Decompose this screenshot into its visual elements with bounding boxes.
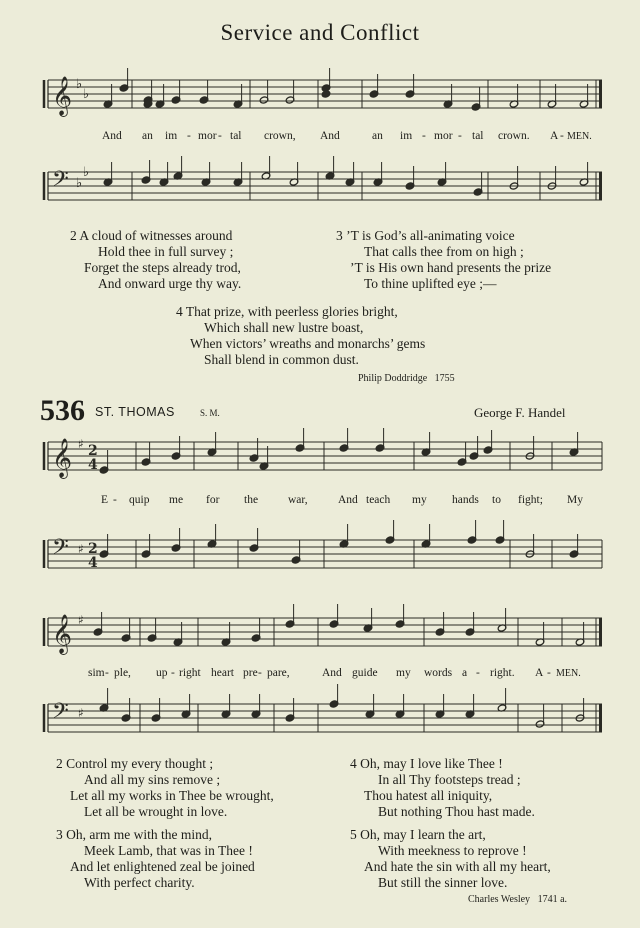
- lyric-syllable: my: [412, 494, 427, 506]
- lyric-syllable: -: [422, 130, 426, 142]
- composer: George F. Handel: [474, 405, 566, 420]
- verse-line: Thou hatest all iniquity,: [364, 788, 493, 803]
- lyric-syllable: E: [101, 494, 109, 506]
- verse-line: To thine uplifted eye ;—: [364, 276, 497, 291]
- bass-staff-536-system-1: [0, 535, 640, 580]
- author-name: Philip Doddridge: [358, 373, 428, 384]
- lyric-syllable: tal: [230, 130, 242, 142]
- flat-icon: ♭: [83, 87, 90, 102]
- lyric-syllable: teach: [366, 494, 391, 506]
- lyric-syllable: -: [560, 130, 564, 142]
- lyric-syllable: right.: [490, 667, 515, 679]
- verse-line: Let all be wrought in love.: [84, 804, 228, 819]
- time-signature-top: 2: [88, 443, 98, 459]
- author-name: Charles Wesley: [468, 894, 531, 905]
- bass-staff-535: [0, 165, 640, 212]
- sharp-icon: ♯: [78, 542, 84, 556]
- verse-line: Hold thee in full survey ;: [98, 244, 234, 259]
- verse-line: Let all my works in Thee be wrought,: [70, 788, 274, 803]
- verse-line: That prize, with peerless glories bright,: [185, 304, 398, 319]
- lyric-syllable: heart: [211, 667, 234, 679]
- lyric-syllable: A: [550, 130, 559, 142]
- verse-line: And let enlightened zeal be joined: [70, 859, 255, 874]
- verse-number: 3: [56, 827, 63, 842]
- lyric-syllable: mor: [434, 130, 453, 142]
- flat-icon: ♭: [76, 176, 83, 191]
- verse-line: Forget the steps already trod,: [84, 260, 241, 275]
- verse-line: And onward urge thy way.: [98, 276, 242, 291]
- lyric-syllable: fight;: [518, 494, 543, 506]
- lyric-syllable: quip: [129, 494, 150, 506]
- verse-line: With meekness to reprove !: [378, 843, 527, 858]
- verse-line: But still the sinner love.: [378, 875, 508, 890]
- lyric-syllable: MEN.: [556, 668, 581, 679]
- tune-name: ST. THOMAS: [95, 405, 175, 419]
- section-title: Service and Conflict: [220, 20, 420, 45]
- final-barline: [599, 80, 602, 108]
- lyric-syllable: -: [547, 667, 551, 679]
- treble-staff-536-system-2: [0, 613, 640, 658]
- treble-clef-icon: 𝄞: [52, 438, 73, 478]
- flat-icon: ♭: [83, 165, 90, 180]
- verse-line: Control my every thought ;: [66, 756, 214, 771]
- lyric-syllable: And: [102, 130, 122, 142]
- time-signature-bottom: 4: [88, 555, 98, 571]
- verse-line: ’T is God’s all-animating voice: [346, 228, 515, 243]
- verse-line: ’T is His own hand presents the prize: [350, 260, 552, 275]
- final-barline: [599, 618, 602, 646]
- verse-536-4: [350, 756, 535, 820]
- treble-clef-icon: 𝄞: [52, 76, 73, 116]
- lyric-syllable: im: [165, 130, 178, 142]
- lyric-syllable: -: [171, 667, 175, 679]
- lyric-syllable: crown.: [498, 130, 530, 142]
- lyric-syllable: up: [156, 667, 168, 679]
- bass-staff-536-system-2: [0, 699, 640, 744]
- lyric-syllable: tal: [472, 130, 484, 142]
- hymn-number: 536: [40, 394, 85, 427]
- verse-536-3: [56, 827, 255, 891]
- author-year: 1755: [434, 373, 455, 384]
- verse-line: In all Thy footsteps tread ;: [378, 772, 521, 787]
- verse-line: And hate the sin with all my heart,: [364, 859, 551, 874]
- lyric-syllable: A: [535, 667, 544, 679]
- verse-535-2: [70, 228, 241, 292]
- verse-number: 4: [350, 756, 357, 771]
- treble-clef-icon: 𝄞: [52, 614, 73, 654]
- verse-line: But nothing Thou hast made.: [378, 804, 535, 819]
- sharp-icon: ♯: [78, 437, 84, 451]
- verse-line: Shall blend in common dust.: [204, 352, 359, 367]
- lyric-syllable: war,: [288, 494, 308, 506]
- lyric-syllable: my: [396, 667, 411, 679]
- lyric-syllable: sim: [88, 667, 105, 679]
- verse-number: 2: [70, 228, 77, 243]
- lyric-syllable: And: [322, 667, 342, 679]
- verse-line: A cloud of witnesses around: [79, 228, 233, 243]
- flat-icon: ♭: [76, 77, 83, 92]
- author-credit-536: [468, 894, 567, 905]
- lyric-syllable: And: [338, 494, 358, 506]
- treble-staff-535: [0, 76, 640, 120]
- bass-clef-icon: 𝄢: [52, 699, 69, 729]
- lyric-syllable: ple,: [114, 667, 131, 679]
- lyric-syllable: an: [142, 130, 153, 142]
- verse-line: Which shall new lustre boast,: [204, 320, 364, 335]
- lyric-syllable: My: [567, 494, 583, 506]
- final-barline: [599, 704, 602, 732]
- lyric-syllable: -: [113, 494, 117, 506]
- sharp-icon: ♯: [78, 613, 84, 627]
- lyric-syllable: guide: [352, 667, 378, 679]
- time-signature-bottom: 4: [88, 457, 98, 473]
- lyric-syllable: for: [206, 494, 220, 506]
- lyric-syllable: -: [187, 130, 191, 142]
- meter: S. M.: [200, 408, 220, 418]
- sharp-icon: ♯: [78, 706, 84, 720]
- lyric-syllable: im: [400, 130, 413, 142]
- lyric-syllable: -: [105, 667, 109, 679]
- lyric-syllable: words: [424, 667, 453, 679]
- verse-line: Oh, arm me with the mind,: [66, 827, 212, 842]
- verse-536-2: [56, 756, 274, 820]
- treble-staff-536-system-1: [0, 437, 640, 482]
- lyric-syllable: -: [458, 130, 462, 142]
- final-barline: [599, 172, 602, 200]
- verse-535-4: [176, 304, 425, 368]
- lyric-syllable: pre: [243, 667, 258, 679]
- verse-line: When victors’ wreaths and monarchs’ gems: [190, 336, 426, 351]
- lyric-syllable: a: [462, 667, 468, 679]
- lyric-syllable: MEN.: [567, 131, 592, 142]
- verse-line: That calls thee from on high ;: [364, 244, 524, 259]
- verse-line: Meek Lamb, that was in Thee !: [84, 843, 253, 858]
- verse-536-5: [350, 827, 551, 891]
- verse-line: Oh, may I love like Thee !: [360, 756, 503, 771]
- verse-line: With perfect charity.: [84, 875, 195, 890]
- lyric-syllable: mor: [198, 130, 217, 142]
- verse-line: And all my sins remove ;: [84, 772, 221, 787]
- lyric-syllable: an: [372, 130, 383, 142]
- lyric-syllable: me: [169, 494, 184, 506]
- bass-clef-icon: 𝄢: [52, 167, 69, 197]
- lyric-syllable: the: [244, 494, 259, 506]
- time-signature-top: 2: [88, 541, 98, 557]
- lyric-syllable: right: [179, 667, 201, 679]
- verse-number: 4: [176, 304, 183, 319]
- verse-number: 5: [350, 827, 357, 842]
- lyric-syllable: And: [320, 130, 340, 142]
- bass-clef-icon: 𝄢: [52, 535, 69, 565]
- lyric-syllable: crown,: [264, 130, 296, 142]
- lyric-syllable: -: [258, 667, 262, 679]
- verse-number: 2: [56, 756, 63, 771]
- lyric-syllable: hands: [452, 494, 479, 506]
- author-year: 1741 a.: [537, 894, 568, 905]
- verse-number: 3: [336, 228, 343, 243]
- lyric-syllable: -: [218, 130, 222, 142]
- verse-line: Oh, may I learn the art,: [360, 827, 486, 842]
- author-credit-535: [358, 373, 455, 384]
- lyric-syllable: -: [476, 667, 480, 679]
- lyric-syllable: to: [492, 494, 501, 506]
- verse-535-3: [336, 228, 551, 292]
- lyric-syllable: pare,: [267, 667, 290, 679]
